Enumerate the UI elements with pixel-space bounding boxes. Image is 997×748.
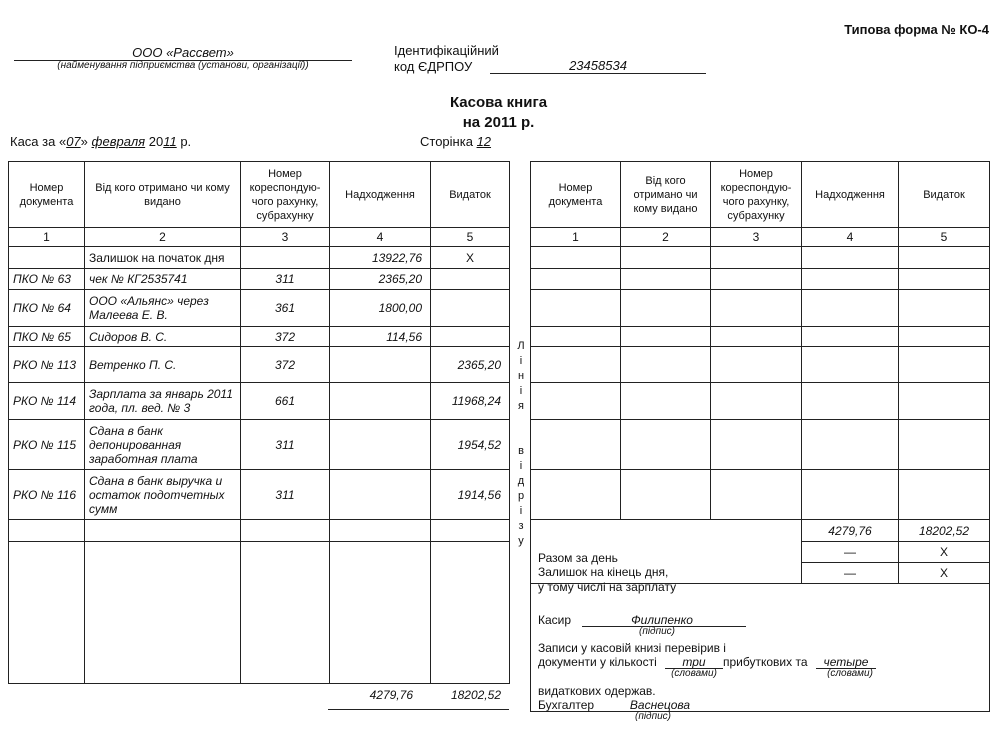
col-num: 1 <box>9 228 85 247</box>
col-num: 2 <box>621 228 711 247</box>
income-cell: 1800,00 <box>330 290 431 327</box>
table-row <box>9 420 510 470</box>
col-num: 2 <box>85 228 241 247</box>
doc-cell: РКО № 115 <box>9 420 85 470</box>
expense-cell: Х <box>431 247 510 269</box>
end-balance-income: — <box>802 542 899 563</box>
empty-row <box>531 247 990 269</box>
words-caption-1: (словами) <box>671 668 717 679</box>
expense-cell <box>431 327 510 347</box>
account-cell: 661 <box>241 383 330 420</box>
account-cell <box>241 247 330 269</box>
book-title: Касова книга <box>449 94 548 111</box>
empty-row <box>531 383 990 420</box>
edrpou-underline <box>490 73 706 74</box>
column-numbers-row <box>9 228 510 247</box>
expense-cell: 1954,52 <box>431 420 510 470</box>
col-num: 3 <box>241 228 330 247</box>
empty-row <box>531 269 990 290</box>
doc-cell <box>9 247 85 269</box>
empty-row <box>531 327 990 347</box>
expense-cell: 1914,56 <box>431 470 510 520</box>
account-cell: 311 <box>241 420 330 470</box>
who-cell: Ветренко П. С. <box>85 347 241 383</box>
table-row <box>9 247 510 269</box>
organization-name: ООО «Рассвет» <box>132 45 234 60</box>
table-row <box>9 290 510 327</box>
table-row <box>9 327 510 347</box>
header-income: Надходження <box>802 162 899 228</box>
accountant-name: Васнецова <box>629 698 691 712</box>
expense-cell <box>431 269 510 290</box>
cashier-label: Касир <box>538 613 572 627</box>
header-expense: Видаток <box>899 162 990 228</box>
check-line-3: видаткових одержав. <box>538 684 656 698</box>
header-income: Надходження <box>330 162 431 228</box>
left-total-income: 4279,76 <box>369 688 413 702</box>
empty-row <box>531 290 990 327</box>
header-row <box>9 162 510 228</box>
table-row <box>9 269 510 290</box>
day-total-expense: 18202,52 <box>899 520 990 542</box>
empty-row <box>531 420 990 470</box>
left-total-underline <box>328 709 509 710</box>
who-cell: Зарплата за январь 2011 года, пл. вед. № 3 <box>85 383 241 420</box>
col-num: 1 <box>531 228 621 247</box>
income-cell <box>330 420 431 470</box>
edrpou-label-2: код ЄДРПОУ <box>394 59 473 74</box>
doc-cell: РКО № 114 <box>9 383 85 420</box>
doc-cell: РКО № 113 <box>9 347 85 383</box>
check-line-1: Записи у касовій книзі перевірив і <box>538 641 726 655</box>
who-cell: Залишок на початок дня <box>85 247 241 269</box>
cut-line-text: Л і н і я в і д р і з у <box>517 340 525 547</box>
account-cell: 372 <box>241 347 330 383</box>
doc-cell: ПКО № 64 <box>9 290 85 327</box>
accountant-caption: (підпис) <box>635 711 671 722</box>
day-total-row <box>531 520 990 542</box>
header-account: Номер кореспондую-чого рахунку, субрахунку <box>241 162 330 228</box>
edrpou-value: 23458534 <box>569 58 627 73</box>
income-cell <box>330 347 431 383</box>
who-cell: ООО «Альянс» через Малеева Е. В. <box>85 290 241 327</box>
table-row <box>9 383 510 420</box>
who-cell: чек № КГ2535741 <box>85 269 241 290</box>
accountant-label: Бухгалтер <box>538 698 595 712</box>
income-cell <box>330 470 431 520</box>
column-numbers-row <box>531 228 990 247</box>
table-row <box>9 347 510 383</box>
header-doc: Номер документа <box>9 162 85 228</box>
end-balance-label: Залишок на кінець дня, <box>538 565 669 579</box>
col-num: 5 <box>431 228 510 247</box>
income-cell: 13922,76 <box>330 247 431 269</box>
doc-cell: РКО № 116 <box>9 470 85 520</box>
doc-cell: ПКО № 65 <box>9 327 85 347</box>
day-total-income: 4279,76 <box>802 520 899 542</box>
book-year: на 2011 р. <box>462 114 535 131</box>
check-line-2-mid: прибуткових та <box>723 655 808 669</box>
expense-count: четыре <box>823 655 869 669</box>
who-cell: Сдана в банк выручка и остаток подотчетных сумм <box>85 470 241 520</box>
page-number: Сторінка 12 <box>420 134 492 149</box>
who-cell: Сдана в банк депонированная заработная плата <box>85 420 241 470</box>
empty-row <box>9 542 510 684</box>
income-cell <box>330 383 431 420</box>
header-row <box>531 162 990 228</box>
expense-cell <box>431 290 510 327</box>
check-line-2-prefix: документи у кількості <box>538 655 657 669</box>
income-count: три <box>682 655 706 669</box>
table-row <box>9 470 510 520</box>
account-cell: 372 <box>241 327 330 347</box>
account-cell: 311 <box>241 470 330 520</box>
header-who: Від кого отримано чи кому видано <box>621 162 711 228</box>
who-cell: Сидоров В. С. <box>85 327 241 347</box>
organization-caption: (найменування підприємства (установи, організації)) <box>57 60 309 71</box>
header-expense: Видаток <box>431 162 510 228</box>
account-cell: 311 <box>241 269 330 290</box>
col-num: 4 <box>330 228 431 247</box>
left-total-expense: 18202,52 <box>450 688 501 702</box>
empty-row <box>9 520 510 542</box>
col-num: 3 <box>711 228 802 247</box>
salary-income: — <box>802 563 899 584</box>
cashier-name: Филипенко <box>631 613 693 627</box>
words-caption-2: (словами) <box>827 668 873 679</box>
form-number: Типова форма № КО-4 <box>844 22 989 37</box>
edrpou-label-1: Ідентифікаційний <box>394 43 499 58</box>
left-ledger-table <box>8 161 510 684</box>
salary-expense: Х <box>899 563 990 584</box>
header-account: Номер кореспондую-чого рахунку, субрахунку <box>711 162 802 228</box>
header-doc: Номер документа <box>531 162 621 228</box>
empty-row <box>531 347 990 383</box>
account-cell: 361 <box>241 290 330 327</box>
income-cell: 114,56 <box>330 327 431 347</box>
doc-cell: ПКО № 63 <box>9 269 85 290</box>
col-num: 5 <box>899 228 990 247</box>
cashier-caption: (підпис) <box>639 626 675 637</box>
end-balance-expense: Х <box>899 542 990 563</box>
expense-cell: 2365,20 <box>431 347 510 383</box>
salary-label: у тому числі на зарплату <box>538 580 677 594</box>
empty-row <box>531 470 990 520</box>
col-num: 4 <box>802 228 899 247</box>
income-cell: 2365,20 <box>330 269 431 290</box>
expense-cell: 11968,24 <box>431 383 510 420</box>
day-total-label: Разом за день <box>538 551 618 565</box>
cash-date: Каса за «07» февраля 2011 р. <box>10 134 192 149</box>
header-who: Від кого отримано чи кому видано <box>85 162 241 228</box>
